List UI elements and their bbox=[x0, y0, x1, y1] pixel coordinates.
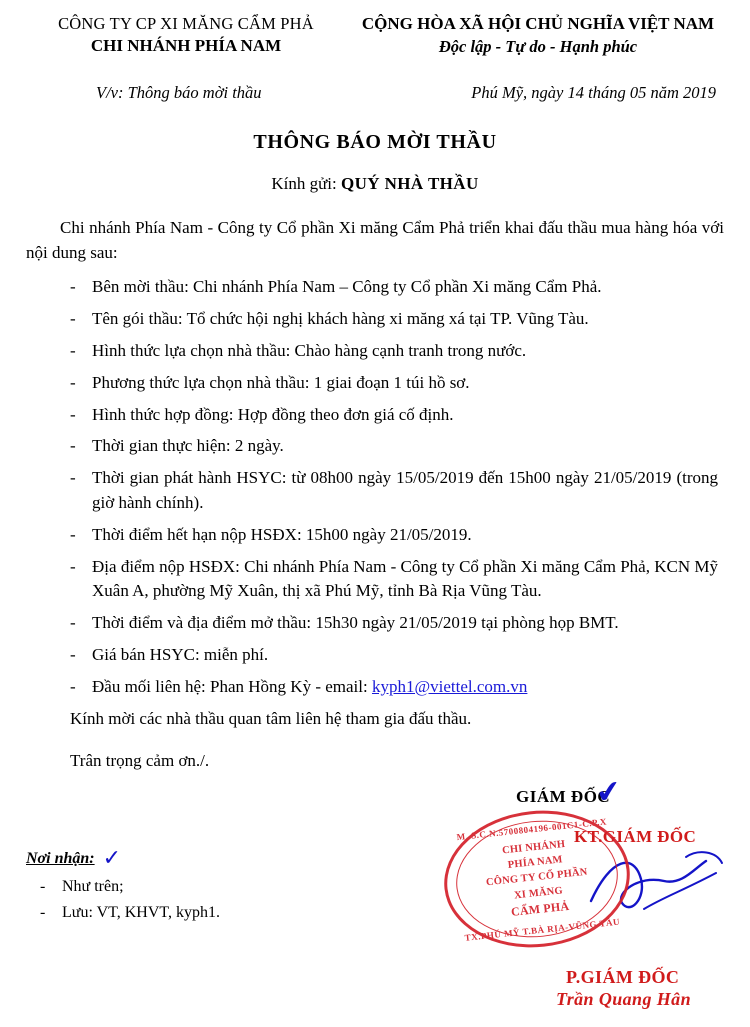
list-item: - Thời gian phát hành HSYC: từ 08h00 ngày 15/05/2019 đến 15h00 ngày 21/05/2019 (trong giờ hành chính). bbox=[70, 466, 718, 516]
list-item: - Hình thức lựa chọn nhà thầu: Chào hàng cạnh tranh trong nước. bbox=[70, 339, 718, 364]
contact-email-link[interactable]: kyph1@viettel.com.vn bbox=[371, 676, 528, 696]
contact-text: Đầu mối liên hệ: Phan Hồng Kỳ - email: bbox=[92, 676, 372, 696]
stamp-line-4: XI MĂNG bbox=[513, 885, 564, 902]
director-label: GIÁM ĐỐC bbox=[516, 787, 611, 807]
header-right-block bbox=[352, 14, 724, 57]
document-header bbox=[26, 14, 724, 57]
stamp-arc-bottom-text: TX.PHÚ MỸ T.BÀ RỊA-VŨNG TÀU bbox=[464, 916, 621, 944]
list-item: - Thời gian thực hiện: 2 ngày. bbox=[70, 434, 718, 459]
closing-paragraph: Kính mời các nhà thầu quan tâm liên hệ tham gia đấu thầu. bbox=[70, 708, 472, 728]
stamp-line-2: PHÍA NAM bbox=[507, 854, 564, 872]
page-title: THÔNG BÁO MỜI THẦU bbox=[253, 131, 497, 153]
recipient-prefix: Kính gửi: bbox=[271, 174, 337, 193]
recipients-title: Nơi nhận: bbox=[26, 850, 95, 867]
stamp-arc-top-text: M. S.C.N.5700804196-001C1-C.P.X bbox=[456, 816, 608, 843]
stamp-line-1: CHI NHÁNH bbox=[501, 839, 566, 857]
recipients-block bbox=[26, 846, 356, 925]
header-left-block bbox=[26, 14, 346, 56]
recipients-list bbox=[26, 874, 356, 925]
stamp-center-text bbox=[443, 831, 630, 928]
deputy-on-behalf-label: KT.GIÁM ĐỐC bbox=[574, 827, 697, 847]
intro-paragraph: Chi nhánh Phía Nam - Công ty Cổ phần Xi măng Cẩm Phả triển khai đấu thầu mua hàng hóa với nội dung sau: bbox=[26, 218, 724, 262]
recipient-target: QUÝ NHÀ THẦU bbox=[341, 174, 479, 193]
subheader-row bbox=[26, 83, 724, 103]
company-name: CÔNG TY CP XI MĂNG CẨM PHẢ bbox=[58, 14, 314, 33]
deputy-director-name: Trần Quang Hân bbox=[556, 989, 691, 1010]
list-item: - Hình thức hợp đồng: Hợp đồng theo đơn giá cố định. bbox=[70, 403, 718, 428]
place-and-date: Phú Mỹ, ngày 14 tháng 05 năm 2019 bbox=[471, 83, 716, 102]
thanks-paragraph: Trân trọng cảm ơn./. bbox=[70, 751, 210, 771]
list-item: - Tên gói thầu: Tổ chức hội nghị khách hàng xi măng xá tại TP. Vũng Tàu. bbox=[70, 307, 718, 332]
list-item: - Bên mời thầu: Chi nhánh Phía Nam – Công ty Cổ phần Xi măng Cẩm Phả. bbox=[70, 275, 718, 300]
list-item: - Thời điểm hết hạn nộp HSĐX: 15h00 ngày 21/05/2019. bbox=[70, 523, 718, 548]
list-item: - Lưu: VT, KHVT, kyph1. bbox=[40, 900, 356, 926]
list-item: - Như trên; bbox=[40, 874, 356, 900]
company-round-stamp bbox=[437, 802, 636, 957]
bid-details-list bbox=[26, 275, 724, 699]
check-mark-icon: ✓ bbox=[102, 846, 122, 871]
list-item: - Địa điểm nộp HSĐX: Chi nhánh Phía Nam - Công ty Cổ phần Xi măng Cẩm Phả, KCN Mỹ Xuân A, phường Mỹ Xuân, thị xã Phú Mỹ, tỉnh Bà Rịa Vũng Tàu. bbox=[70, 555, 718, 605]
nation-title: CỘNG HÒA XÃ HỘI CHỦ NGHĨA VIỆT NAM bbox=[361, 14, 715, 33]
list-item-contact bbox=[70, 675, 718, 700]
list-item: - Giá bán HSYC: miễn phí. bbox=[70, 643, 718, 668]
branch-name: CHI NHÁNH PHÍA NAM bbox=[90, 36, 282, 55]
list-item: - Phương thức lựa chọn nhà thầu: 1 giai đoạn 1 túi hồ sơ. bbox=[70, 371, 718, 396]
stamp-line-5: CẨM PHẢ bbox=[510, 898, 570, 920]
recipient-line bbox=[26, 174, 724, 194]
list-item: - Thời điểm và địa điểm mở thầu: 15h30 ngày 21/05/2019 tại phòng họp BMT. bbox=[70, 611, 718, 636]
signature-mark-icon: ✔ bbox=[593, 773, 624, 812]
nation-motto: Độc lập - Tự do - Hạnh phúc bbox=[438, 37, 638, 56]
deputy-director-title: P.GIÁM ĐỐC bbox=[566, 967, 680, 988]
stamp-line-3: CÔNG TY CỔ PHẦN bbox=[485, 867, 589, 890]
document-subject: V/v: Thông báo mời thầu bbox=[96, 83, 262, 102]
